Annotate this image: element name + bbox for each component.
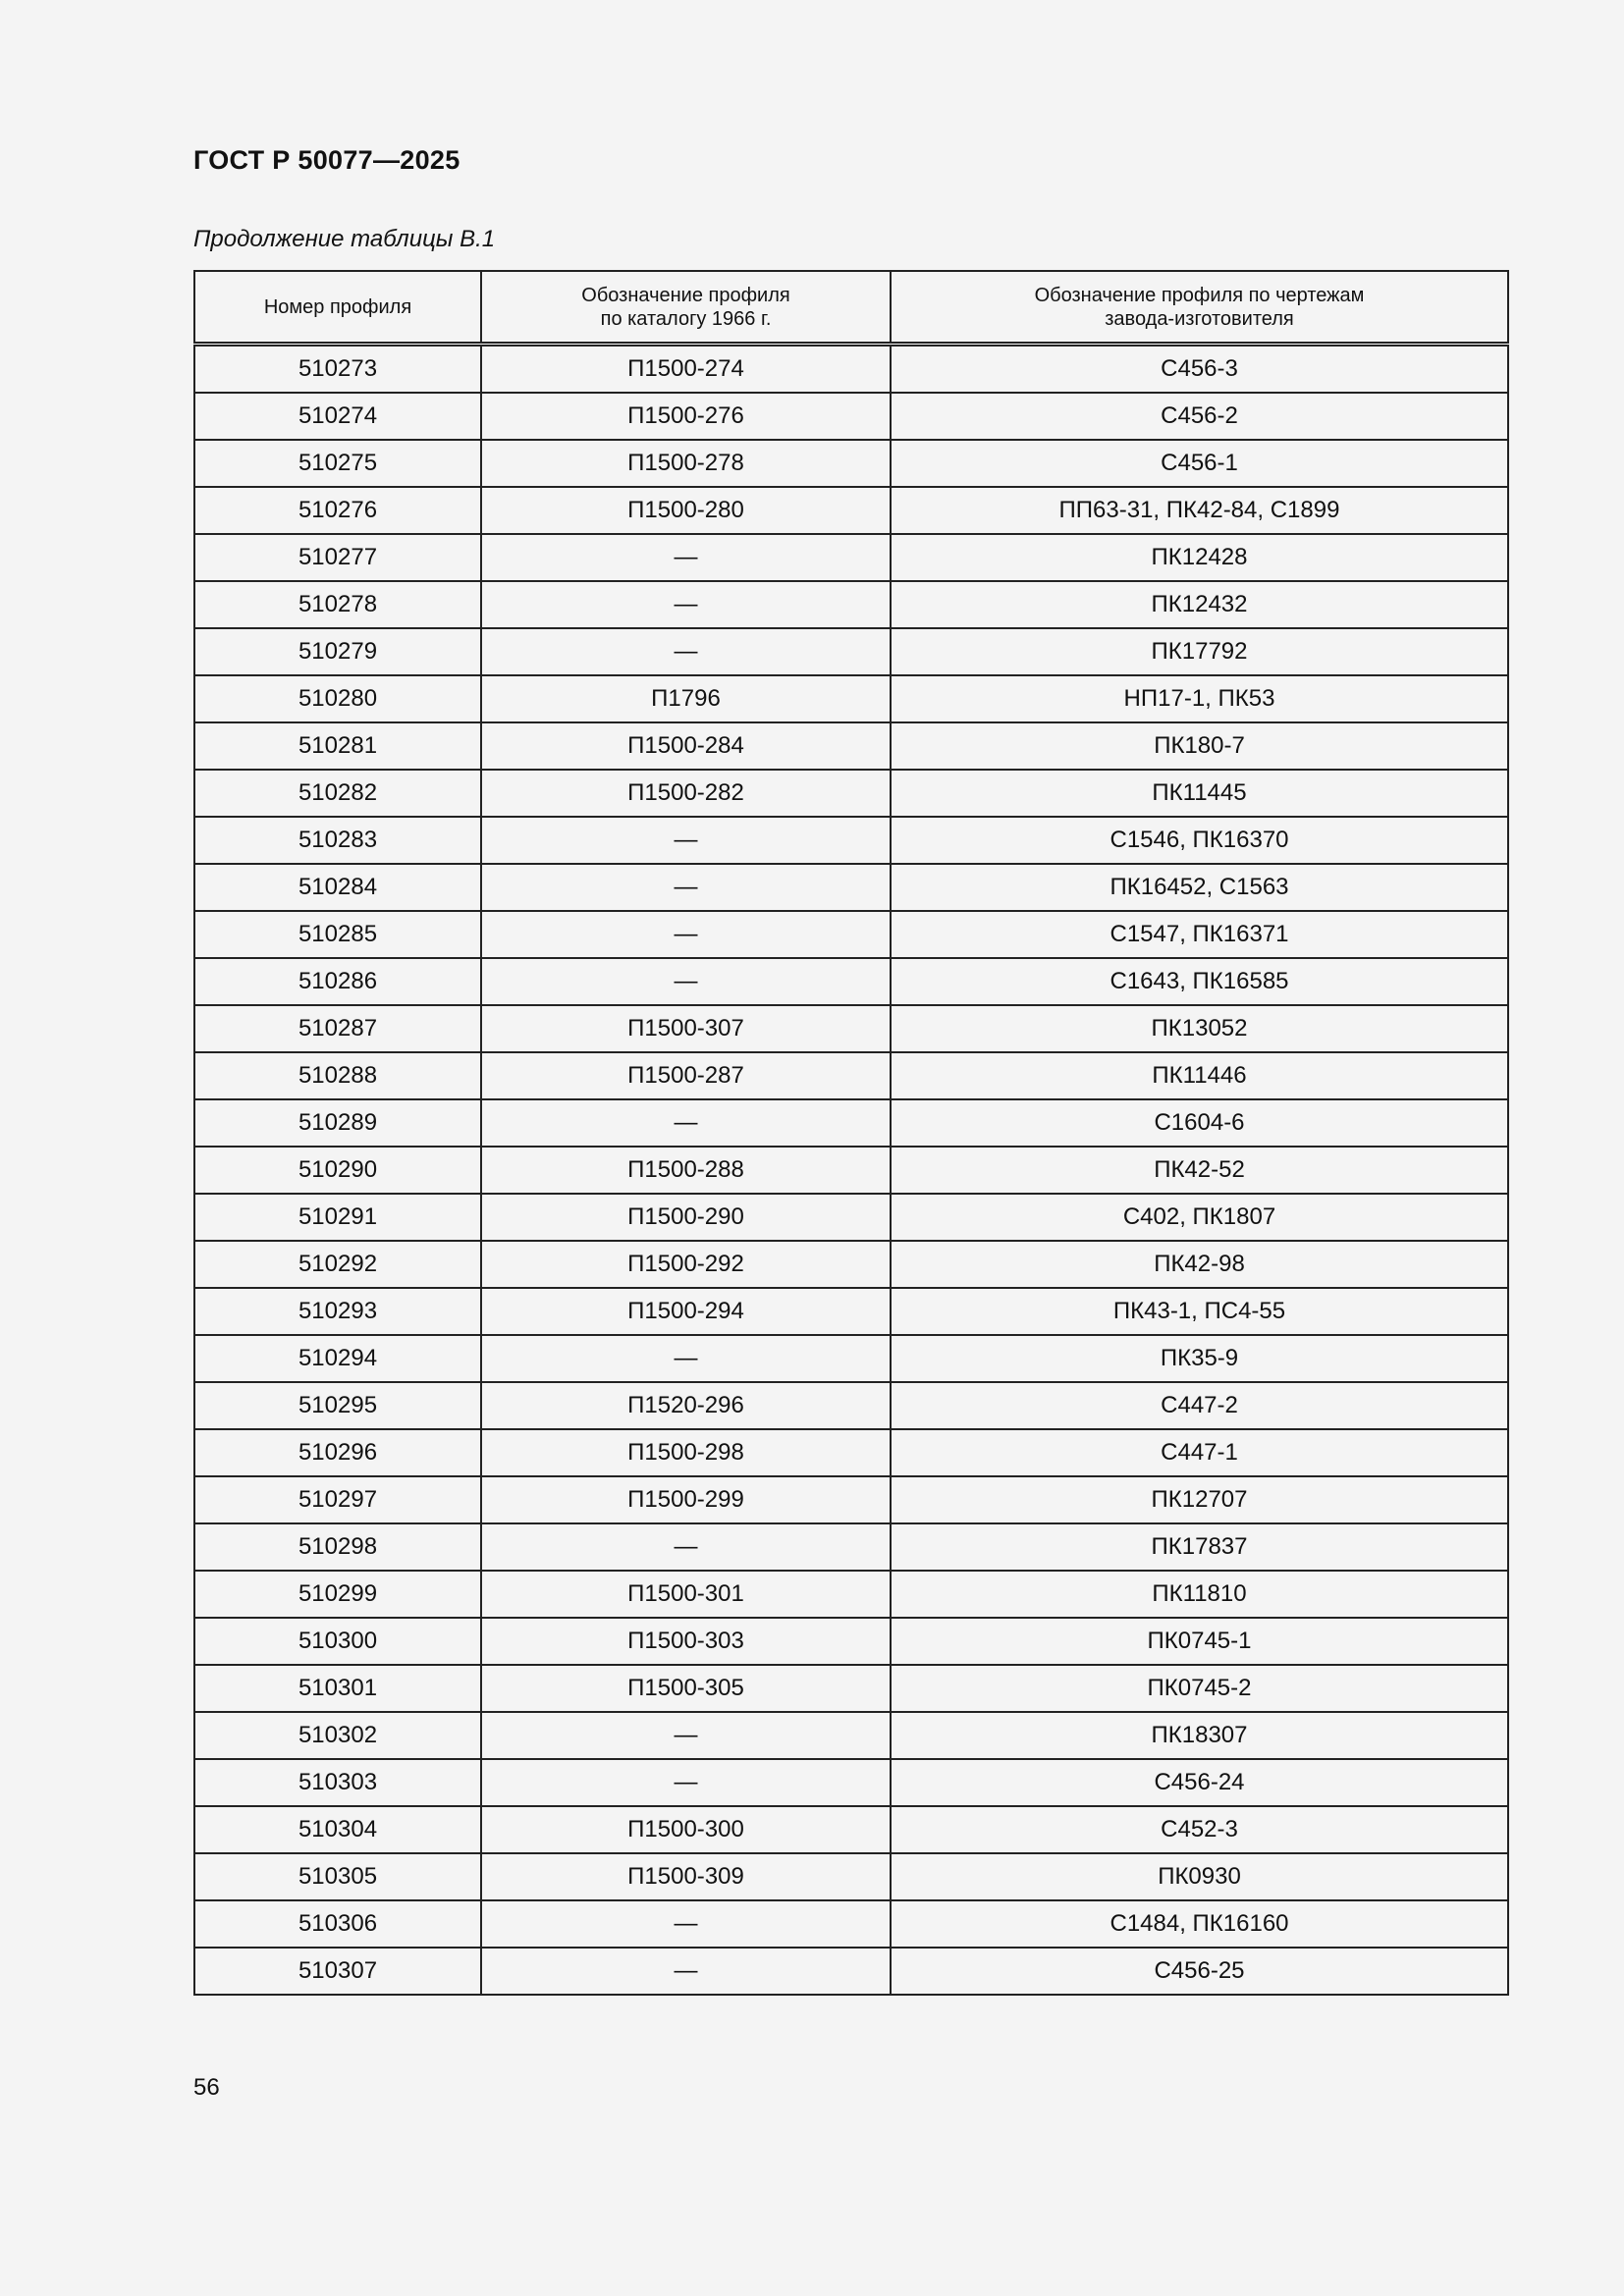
cell-factory-designation: ПК18307 (891, 1712, 1508, 1759)
cell-profile-number: 510299 (194, 1571, 481, 1618)
cell-profile-number: 510289 (194, 1099, 481, 1147)
table-row (194, 1571, 1508, 1618)
cell-catalog-designation: П1500-301 (481, 1571, 891, 1618)
cell-profile-number: 510303 (194, 1759, 481, 1806)
document-title: ГОСТ Р 50077—2025 (193, 145, 460, 175)
profiles-table (193, 270, 1509, 1996)
cell-catalog-designation: — (481, 534, 891, 581)
cell-factory-designation: С1547, ПК16371 (891, 911, 1508, 958)
cell-factory-designation: С1546, ПК16370 (891, 817, 1508, 864)
cell-catalog-designation: П1500-300 (481, 1806, 891, 1853)
cell-catalog-designation: — (481, 958, 891, 1005)
cell-profile-number: 510307 (194, 1948, 481, 1995)
cell-catalog-designation: — (481, 1712, 891, 1759)
table-row (194, 911, 1508, 958)
cell-catalog-designation: П1500-307 (481, 1005, 891, 1052)
cell-factory-designation: С1604-6 (891, 1099, 1508, 1147)
table-row (194, 958, 1508, 1005)
table-row (194, 722, 1508, 770)
table-row (194, 675, 1508, 722)
cell-profile-number: 510302 (194, 1712, 481, 1759)
table-row (194, 1147, 1508, 1194)
cell-profile-number: 510274 (194, 393, 481, 440)
cell-profile-number: 510301 (194, 1665, 481, 1712)
cell-catalog-designation: П1500-303 (481, 1618, 891, 1665)
cell-factory-designation: С452-3 (891, 1806, 1508, 1853)
table-row (194, 581, 1508, 628)
cell-catalog-designation: П1520-296 (481, 1382, 891, 1429)
cell-profile-number: 510295 (194, 1382, 481, 1429)
column-header-factory-drawings: Обозначение профиля по чертежам завода-изготовителя (891, 271, 1508, 345)
cell-profile-number: 510298 (194, 1523, 481, 1571)
table-row (194, 1900, 1508, 1948)
table-body (194, 345, 1508, 1996)
table-row (194, 1476, 1508, 1523)
table-row (194, 1052, 1508, 1099)
cell-catalog-designation: — (481, 628, 891, 675)
page-number: 56 (193, 2074, 220, 2101)
cell-factory-designation: ПК17792 (891, 628, 1508, 675)
cell-profile-number: 510273 (194, 345, 481, 394)
cell-profile-number: 510277 (194, 534, 481, 581)
cell-catalog-designation: П1500-290 (481, 1194, 891, 1241)
cell-profile-number: 510291 (194, 1194, 481, 1241)
table-row (194, 1194, 1508, 1241)
table-row (194, 345, 1508, 394)
table-row (194, 1759, 1508, 1806)
cell-catalog-designation: — (481, 911, 891, 958)
cell-factory-designation: ПК0930 (891, 1853, 1508, 1900)
table-row (194, 1665, 1508, 1712)
table-row (194, 1618, 1508, 1665)
cell-factory-designation: ПК17837 (891, 1523, 1508, 1571)
cell-factory-designation: ПК12428 (891, 534, 1508, 581)
table-row (194, 1429, 1508, 1476)
cell-factory-designation: ПК13052 (891, 1005, 1508, 1052)
table-row (194, 1806, 1508, 1853)
table-row (194, 1948, 1508, 1995)
table-row (194, 1241, 1508, 1288)
cell-catalog-designation: — (481, 581, 891, 628)
cell-factory-designation: НП17-1, ПК53 (891, 675, 1508, 722)
cell-profile-number: 510297 (194, 1476, 481, 1523)
cell-catalog-designation: — (481, 1948, 891, 1995)
cell-factory-designation: С456-3 (891, 345, 1508, 394)
cell-profile-number: 510276 (194, 487, 481, 534)
cell-catalog-designation: П1500-284 (481, 722, 891, 770)
cell-profile-number: 510281 (194, 722, 481, 770)
cell-profile-number: 510306 (194, 1900, 481, 1948)
cell-catalog-designation: — (481, 1759, 891, 1806)
table-row (194, 628, 1508, 675)
cell-profile-number: 510305 (194, 1853, 481, 1900)
cell-factory-designation: ПК43-1, ПС4-55 (891, 1288, 1508, 1335)
cell-factory-designation: ПК0745-2 (891, 1665, 1508, 1712)
cell-catalog-designation: — (481, 1900, 891, 1948)
cell-profile-number: 510280 (194, 675, 481, 722)
cell-catalog-designation: П1500-309 (481, 1853, 891, 1900)
cell-factory-designation: ПК42-52 (891, 1147, 1508, 1194)
table-row (194, 864, 1508, 911)
cell-catalog-designation: П1500-298 (481, 1429, 891, 1476)
table-row (194, 440, 1508, 487)
cell-factory-designation: ПК12432 (891, 581, 1508, 628)
cell-profile-number: 510284 (194, 864, 481, 911)
cell-factory-designation: ПК11445 (891, 770, 1508, 817)
cell-factory-designation: С1643, ПК16585 (891, 958, 1508, 1005)
cell-profile-number: 510285 (194, 911, 481, 958)
cell-factory-designation: ПК42-98 (891, 1241, 1508, 1288)
cell-catalog-designation: П1500-280 (481, 487, 891, 534)
cell-catalog-designation: — (481, 817, 891, 864)
table-row (194, 487, 1508, 534)
table-row (194, 817, 1508, 864)
cell-profile-number: 510275 (194, 440, 481, 487)
cell-profile-number: 510282 (194, 770, 481, 817)
table-row (194, 1288, 1508, 1335)
cell-factory-designation: С1484, ПК16160 (891, 1900, 1508, 1948)
cell-catalog-designation: — (481, 1335, 891, 1382)
cell-catalog-designation: П1500-294 (481, 1288, 891, 1335)
table-row (194, 1853, 1508, 1900)
cell-factory-designation: ПК11810 (891, 1571, 1508, 1618)
cell-factory-designation: ПК12707 (891, 1476, 1508, 1523)
cell-profile-number: 510292 (194, 1241, 481, 1288)
table-row (194, 1523, 1508, 1571)
cell-factory-designation: ПК11446 (891, 1052, 1508, 1099)
cell-catalog-designation: П1500-282 (481, 770, 891, 817)
cell-profile-number: 510304 (194, 1806, 481, 1853)
cell-profile-number: 510278 (194, 581, 481, 628)
cell-factory-designation: ПК35-9 (891, 1335, 1508, 1382)
cell-factory-designation: С456-1 (891, 440, 1508, 487)
cell-profile-number: 510288 (194, 1052, 481, 1099)
cell-factory-designation: ПК0745-1 (891, 1618, 1508, 1665)
cell-catalog-designation: П1500-278 (481, 440, 891, 487)
cell-factory-designation: ПП63-31, ПК42-84, С1899 (891, 487, 1508, 534)
cell-profile-number: 510279 (194, 628, 481, 675)
cell-catalog-designation: П1500-305 (481, 1665, 891, 1712)
table-row (194, 1712, 1508, 1759)
cell-catalog-designation: П1796 (481, 675, 891, 722)
cell-factory-designation: ПК16452, С1563 (891, 864, 1508, 911)
column-header-profile-number: Номер профиля (194, 271, 481, 345)
table-row (194, 534, 1508, 581)
cell-profile-number: 510283 (194, 817, 481, 864)
table-row (194, 1005, 1508, 1052)
cell-catalog-designation: — (481, 1099, 891, 1147)
cell-catalog-designation: П1500-274 (481, 345, 891, 394)
table-caption: Продолжение таблицы В.1 (193, 226, 496, 252)
cell-catalog-designation: П1500-292 (481, 1241, 891, 1288)
cell-profile-number: 510300 (194, 1618, 481, 1665)
cell-profile-number: 510286 (194, 958, 481, 1005)
cell-profile-number: 510296 (194, 1429, 481, 1476)
cell-catalog-designation: П1500-299 (481, 1476, 891, 1523)
column-header-catalog-1966: Обозначение профиля по каталогу 1966 г. (481, 271, 891, 345)
cell-factory-designation: ПК180-7 (891, 722, 1508, 770)
table-row (194, 1335, 1508, 1382)
cell-factory-designation: С456-24 (891, 1759, 1508, 1806)
cell-factory-designation: С402, ПК1807 (891, 1194, 1508, 1241)
table-header-row (194, 271, 1508, 345)
cell-catalog-designation: — (481, 1523, 891, 1571)
cell-factory-designation: С456-25 (891, 1948, 1508, 1995)
table-row (194, 1099, 1508, 1147)
table-row (194, 393, 1508, 440)
cell-profile-number: 510287 (194, 1005, 481, 1052)
cell-profile-number: 510294 (194, 1335, 481, 1382)
table-header (194, 271, 1508, 345)
cell-profile-number: 510293 (194, 1288, 481, 1335)
cell-catalog-designation: П1500-287 (481, 1052, 891, 1099)
cell-catalog-designation: П1500-288 (481, 1147, 891, 1194)
table-row (194, 1382, 1508, 1429)
cell-profile-number: 510290 (194, 1147, 481, 1194)
cell-catalog-designation: П1500-276 (481, 393, 891, 440)
cell-catalog-designation: — (481, 864, 891, 911)
cell-factory-designation: С447-2 (891, 1382, 1508, 1429)
cell-factory-designation: С447-1 (891, 1429, 1508, 1476)
table-row (194, 770, 1508, 817)
cell-factory-designation: С456-2 (891, 393, 1508, 440)
